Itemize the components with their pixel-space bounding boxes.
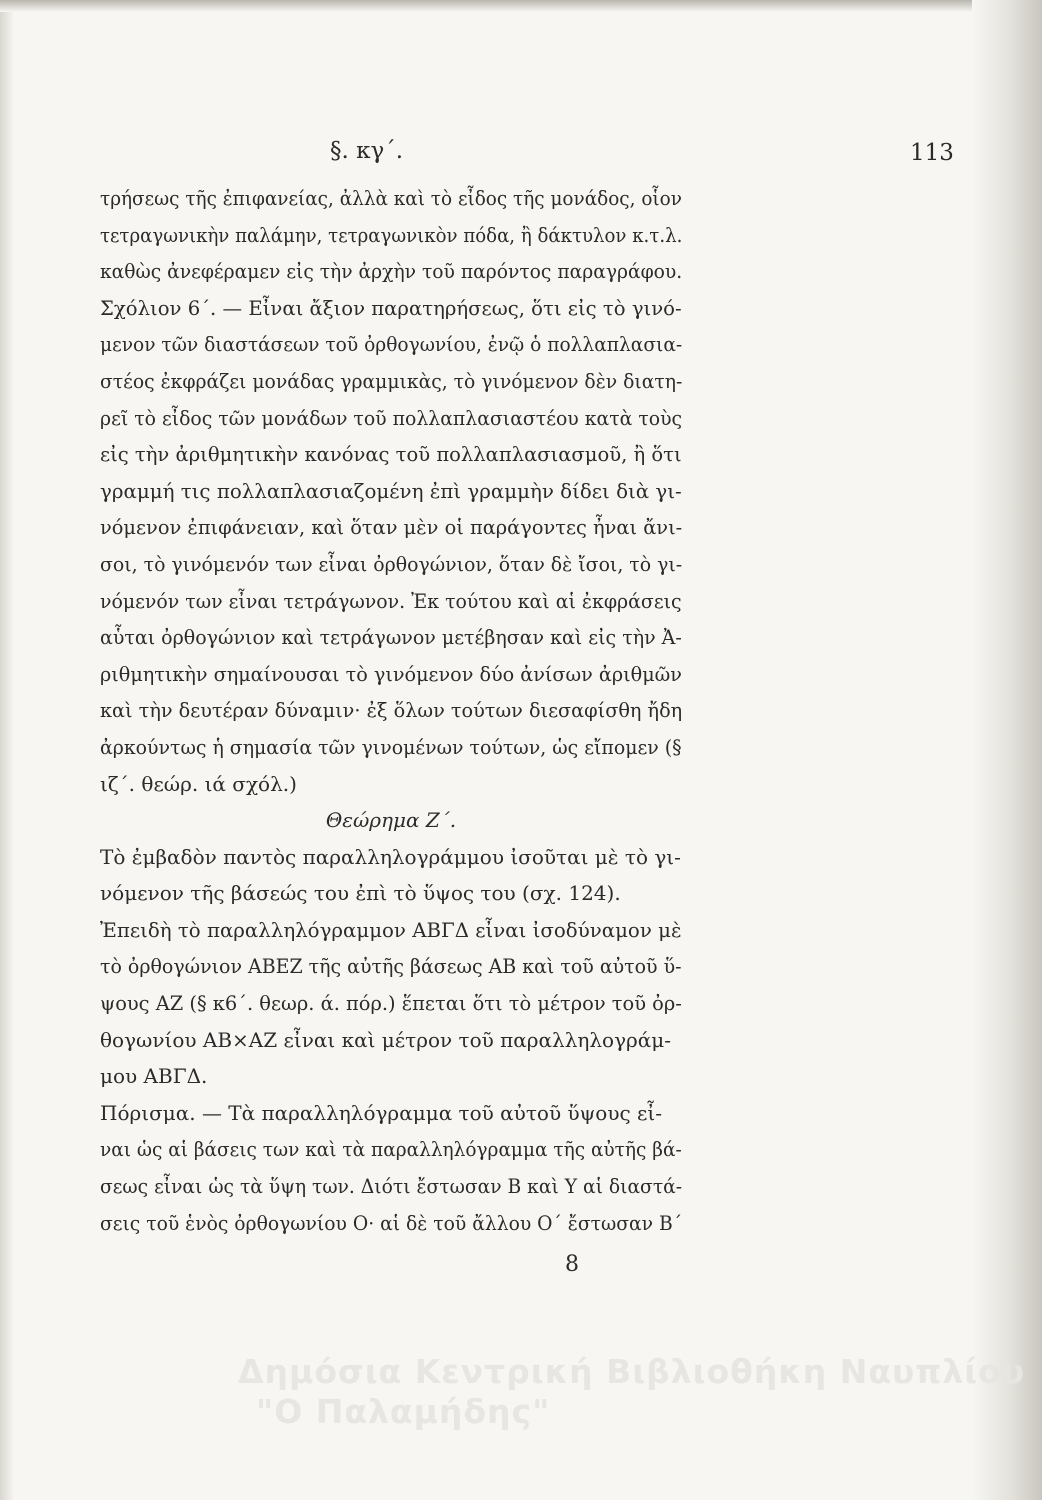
text-line: ριθμητικὴν σημαίνουσαι τὸ γινόμενον δύο ἀνίσων ἀριθμῶν [100, 661, 682, 686]
text-line: μενον τῶν διαστάσεων τοῦ ὀρθογωνίου, ἐνῷ ὁ πολλαπλασια- [100, 332, 683, 357]
text-line: εἰς τὴν ἀριθμητικὴν κανόνας τοῦ πολλαπλασιασμοῦ, ἢ ὅτι [100, 442, 682, 467]
text-line: ψους ΑΖ (§ κ6΄. θεωρ. ά. πόρ.) ἕπεται ὅτι τὸ μέτρον τοῦ ὀρ- [100, 991, 682, 1016]
section-mark: §. κγ΄. [330, 138, 404, 164]
text-line: στέος ἐκφράζει μονάδας γραμμικὰς, τὸ γινόμενον δὲν διατη- [100, 368, 683, 393]
signature-number: 8 [565, 1252, 579, 1277]
page-right-edge [972, 0, 1042, 1500]
watermark-line-2: "Ο Παλαμήδης" [256, 1392, 551, 1431]
text-line: ρεῖ τὸ εἶδος τῶν μονάδων τοῦ πολλαπλασιαστέου κατὰ τοὺς [100, 405, 683, 430]
page-left-edge [0, 0, 14, 1500]
text-line: θογωνίου ΑΒ×ΑΖ εἶναι καὶ μέτρον τοῦ παραλληλογράμ- [100, 1027, 672, 1052]
text-line: γραμμή τις πολλαπλασιαζομένη ἐπὶ γραμμὴν δίδει διὰ γι- [100, 478, 682, 503]
text-line: μου ΑΒΓΔ. [100, 1064, 208, 1089]
watermark-line-1: Δημόσια Κεντρική Βιβλιοθήκη Ναυπλίου [238, 1352, 1026, 1391]
text-line: ἀρκούντως ἡ σημασία τῶν γινομένων τούτων, ὡς εἴπομεν (§ [100, 734, 682, 759]
text-line: τὸ ὀρθογώνιον ΑΒΕΖ τῆς αὐτῆς βάσεως ΑΒ καὶ τοῦ αὐτοῦ ὕ- [100, 954, 682, 979]
library-watermark [238, 1352, 1026, 1432]
body-text [100, 180, 682, 1241]
text-line: τρήσεως τῆς ἐπιφανείας, ἀλλὰ καὶ τὸ εἶδος τῆς μονάδος, οἷον [100, 186, 682, 210]
text-line: νόμενόν των εἶναι τετράγωνον. Ἐκ τούτου καὶ αἱ ἐκφράσεις [100, 588, 682, 613]
text-line: νόμενον τῆς βάσεώς του ἐπὶ τὸ ὕψος του (σχ. 124). [100, 881, 621, 906]
text-line: Τὸ ἐμβαδὸν παντὸς παραλληλογράμμου ἰσοῦται μὲ τὸ γι- [100, 844, 681, 869]
text-line: σεις τοῦ ἑνὸς ὀρθογωνίου Ο· αἱ δὲ τοῦ ἄλλου Ο΄ ἔστωσαν Β΄ [100, 1210, 683, 1235]
text-line: Πόρισμα. — Τὰ παραλληλόγραμμα τοῦ αὐτοῦ ὕψους εἶ- [100, 1100, 663, 1125]
page-top-edge [0, 0, 1042, 12]
page-number: 113 [910, 140, 954, 166]
text-line: σοι, τὸ γινόμενόν των εἶναι ὀρθογώνιον, ὅταν δὲ ἴσοι, τὸ γι- [100, 551, 683, 576]
text-line: ναι ὡς αἱ βάσεις των καὶ τὰ παραλληλόγραμμα τῆς αὐτῆς βά- [100, 1137, 682, 1162]
text-line: καθὼς ἀνεφέραμεν εἰς τὴν ἀρχὴν τοῦ παρόντος παραγράφου. [100, 259, 683, 284]
text-line: ιζ΄. θεώρ. ιά σχόλ.) [100, 771, 297, 796]
text-line: Σχόλιον 6΄. — Εἶναι ἄξιον παρατηρήσεως, ὅτι εἰς τὸ γινό- [100, 295, 682, 320]
text-line: Ἐπειδὴ τὸ παραλληλόγραμμον ΑΒΓΔ εἶναι ἰσοδύναμον μὲ [100, 917, 682, 942]
text-line: νόμενον ἐπιφάνειαν, καὶ ὅταν μὲν οἱ παράγοντες ἦναι ἄνι- [100, 515, 683, 540]
text-line: αὗται ὀρθογώνιον καὶ τετράγωνον μετέβησαν καὶ εἰς τὴν Ἀ- [100, 625, 682, 650]
text-line: καὶ τὴν δευτέραν δύναμιν· ἐξ ὅλων τούτων διεσαφίσθη ἤδη [100, 698, 683, 723]
text-line: σεως εἶναι ὡς τὰ ὕψη των. Διότι ἔστωσαν Β καὶ Υ αἱ διαστά- [100, 1174, 683, 1199]
text-line: τετραγωνικὴν παλάμην, τετραγωνικὸν πόδα, ἢ δάκτυλον κ.τ.λ. [100, 222, 683, 247]
theorem-heading: Θεώρημα Ζ΄. [325, 808, 457, 833]
running-header [0, 138, 1042, 178]
